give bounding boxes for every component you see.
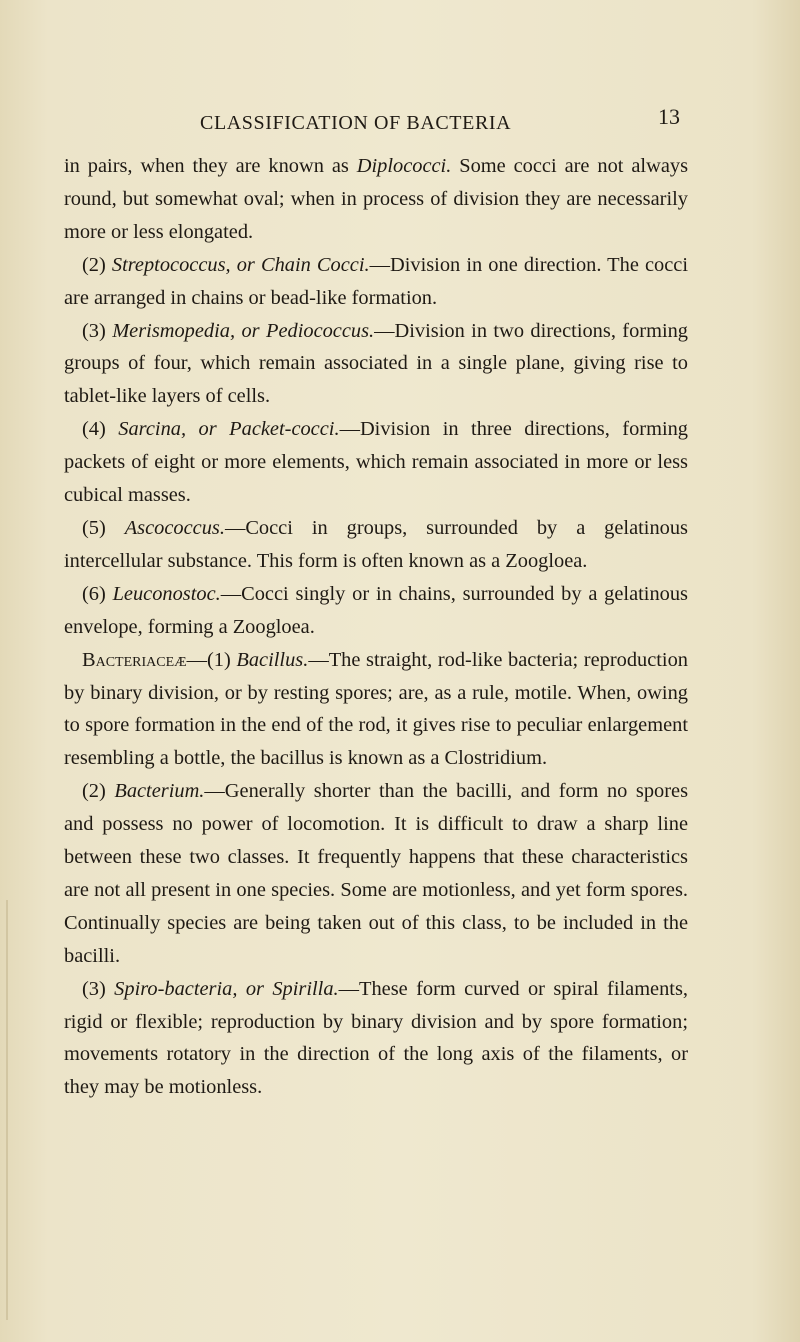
paragraph-sarcina: (4) Sarcina, or Packet-cocci.—Division in three directions, forming packets of eight or more elements, which remain associated in more or less cubical masses. [64,418,689,507]
paragraph-bacterium: (2) Bacterium.—Generally shorter than the bacilli, and form no spores and possess no power of locomotion. It is difficult to draw a sharp line between these two classes. It frequently happens that these characteristics are not all present in one species. Some are motionless, and yet form spores. Continually species are being taken out of this class, to be included in the bacilli. [64,780,689,967]
body-text [64,150,688,1104]
term-label: Spiro-bacteria, or Spirilla. [114,977,339,1000]
paragraph-diplococci: in pairs, when they are known as Diplococci. Some cocci are not always round, but somewhat oval; when in process of division they are necessarily more or less elongated. [64,155,689,243]
term-label: Bacillus. [236,648,309,671]
term-label: Leuconostoc. [112,582,221,605]
paragraph-streptococcus: (2) Streptococcus, or Chain Cocci.—Division in one direction. The cocci are arranged in chains or bead-like formation. [64,253,688,309]
term-label: Sarcina, or Packet-cocci. [118,418,340,441]
term-label: Merismopedia, or Pediococcus. [112,319,375,342]
term-label: Streptococcus, or Chain Cocci. [111,253,370,276]
term-label: Diplococci. [356,155,452,177]
paragraph-ascococcus: (5) Ascococcus.—Cocci in groups, surrounded by a gelatinous intercellular substance. This form is often known as a Zoogloea. [64,516,688,572]
page-header [200,104,680,142]
page-edge-shadow [6,900,8,1320]
paragraph-leuconostoc: (6) Leuconostoc.—Cocci singly or in chains, surrounded by a gelatinous envelope, forming a Zoogloea. [64,582,688,638]
page-number: 13 [658,104,680,129]
paragraph-bacillus: Bacteriaceæ—(1) Bacillus.—The straight, rod-like bacteria; reproduction by binary division, or by resting spores; are, as a rule, motile. When, owing to spore formation in the end of the rod, it gives rise to peculiar enlargement resembling a bottle, the bacillus is known as a Clostridium. [64,648,688,770]
paragraph-merismopedia: (3) Merismopedia, or Pediococcus.—Division in two directions, forming groups of four, which remain associated in a single plane, giving rise to tablet-like layers of cells. [64,319,689,408]
term-label: Ascococcus. [124,516,225,539]
running-head: CLASSIFICATION OF BACTERIA [200,112,512,134]
term-label: Bacterium. [114,780,205,803]
paragraph-spirilla: (3) Spiro-bacteria, or Spirilla.—These form curved or spiral filaments, rigid or flexible; reproduction by binary division and by spore formation; movements rotatory in the direction of the long axis of the filaments, or they may be motionless. [64,977,689,1099]
